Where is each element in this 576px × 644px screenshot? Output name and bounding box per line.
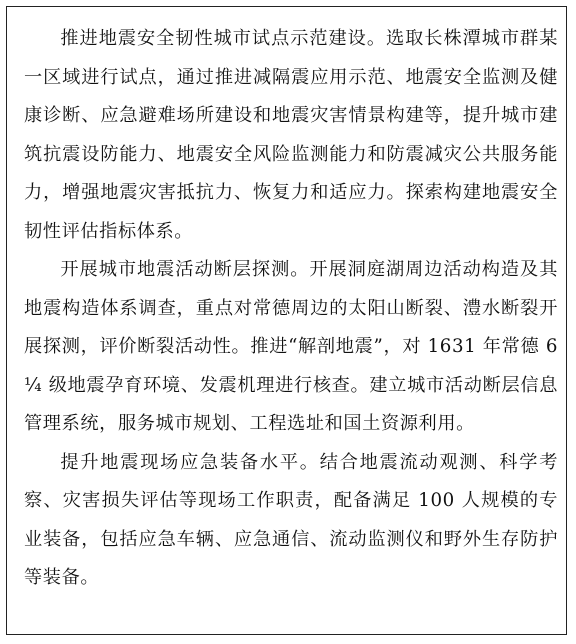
paragraph-emergency-equipment: 提升地震现场应急装备水平。结合地震流动观测、科学考察、灾害损失评估等现场工作职责，配备满足 100 人规模的专业装备，包括应急车辆、应急通信、流动监测仪和野外生存防护等装备。 <box>24 451 558 588</box>
paragraph-active-fault-detection: 开展城市地震活动断层探测。开展洞庭湖周边活动构造及其地震构造体系调查，重点对常德周边的太阳山断裂、澧水断裂开展探测，评价断裂活动性。推进“解剖地震”，对 1631 年常德 6¼ 级地震孕育环境、发震机理进行核查。建立城市活动断层信息管理系统，服务城市规划、工程选址和国土资源利用。 <box>24 259 558 434</box>
document-frame <box>6 6 567 635</box>
paragraph-seismic-resilient-city: 推进地震安全韧性城市试点示范建设。选取长株潭城市群某一区域进行试点，通过推进减隔震应用示范、地震安全监测及健康诊断、应急避难场所建设和地震灾害情景构建等，提升城市建筑抗震设防能力、地震安全风险监测能力和防震减灾公共服务能力，增强地震灾害抵抗力、恢复力和适应力。探索构建地震安全韧性评估指标体系。 <box>24 28 558 242</box>
